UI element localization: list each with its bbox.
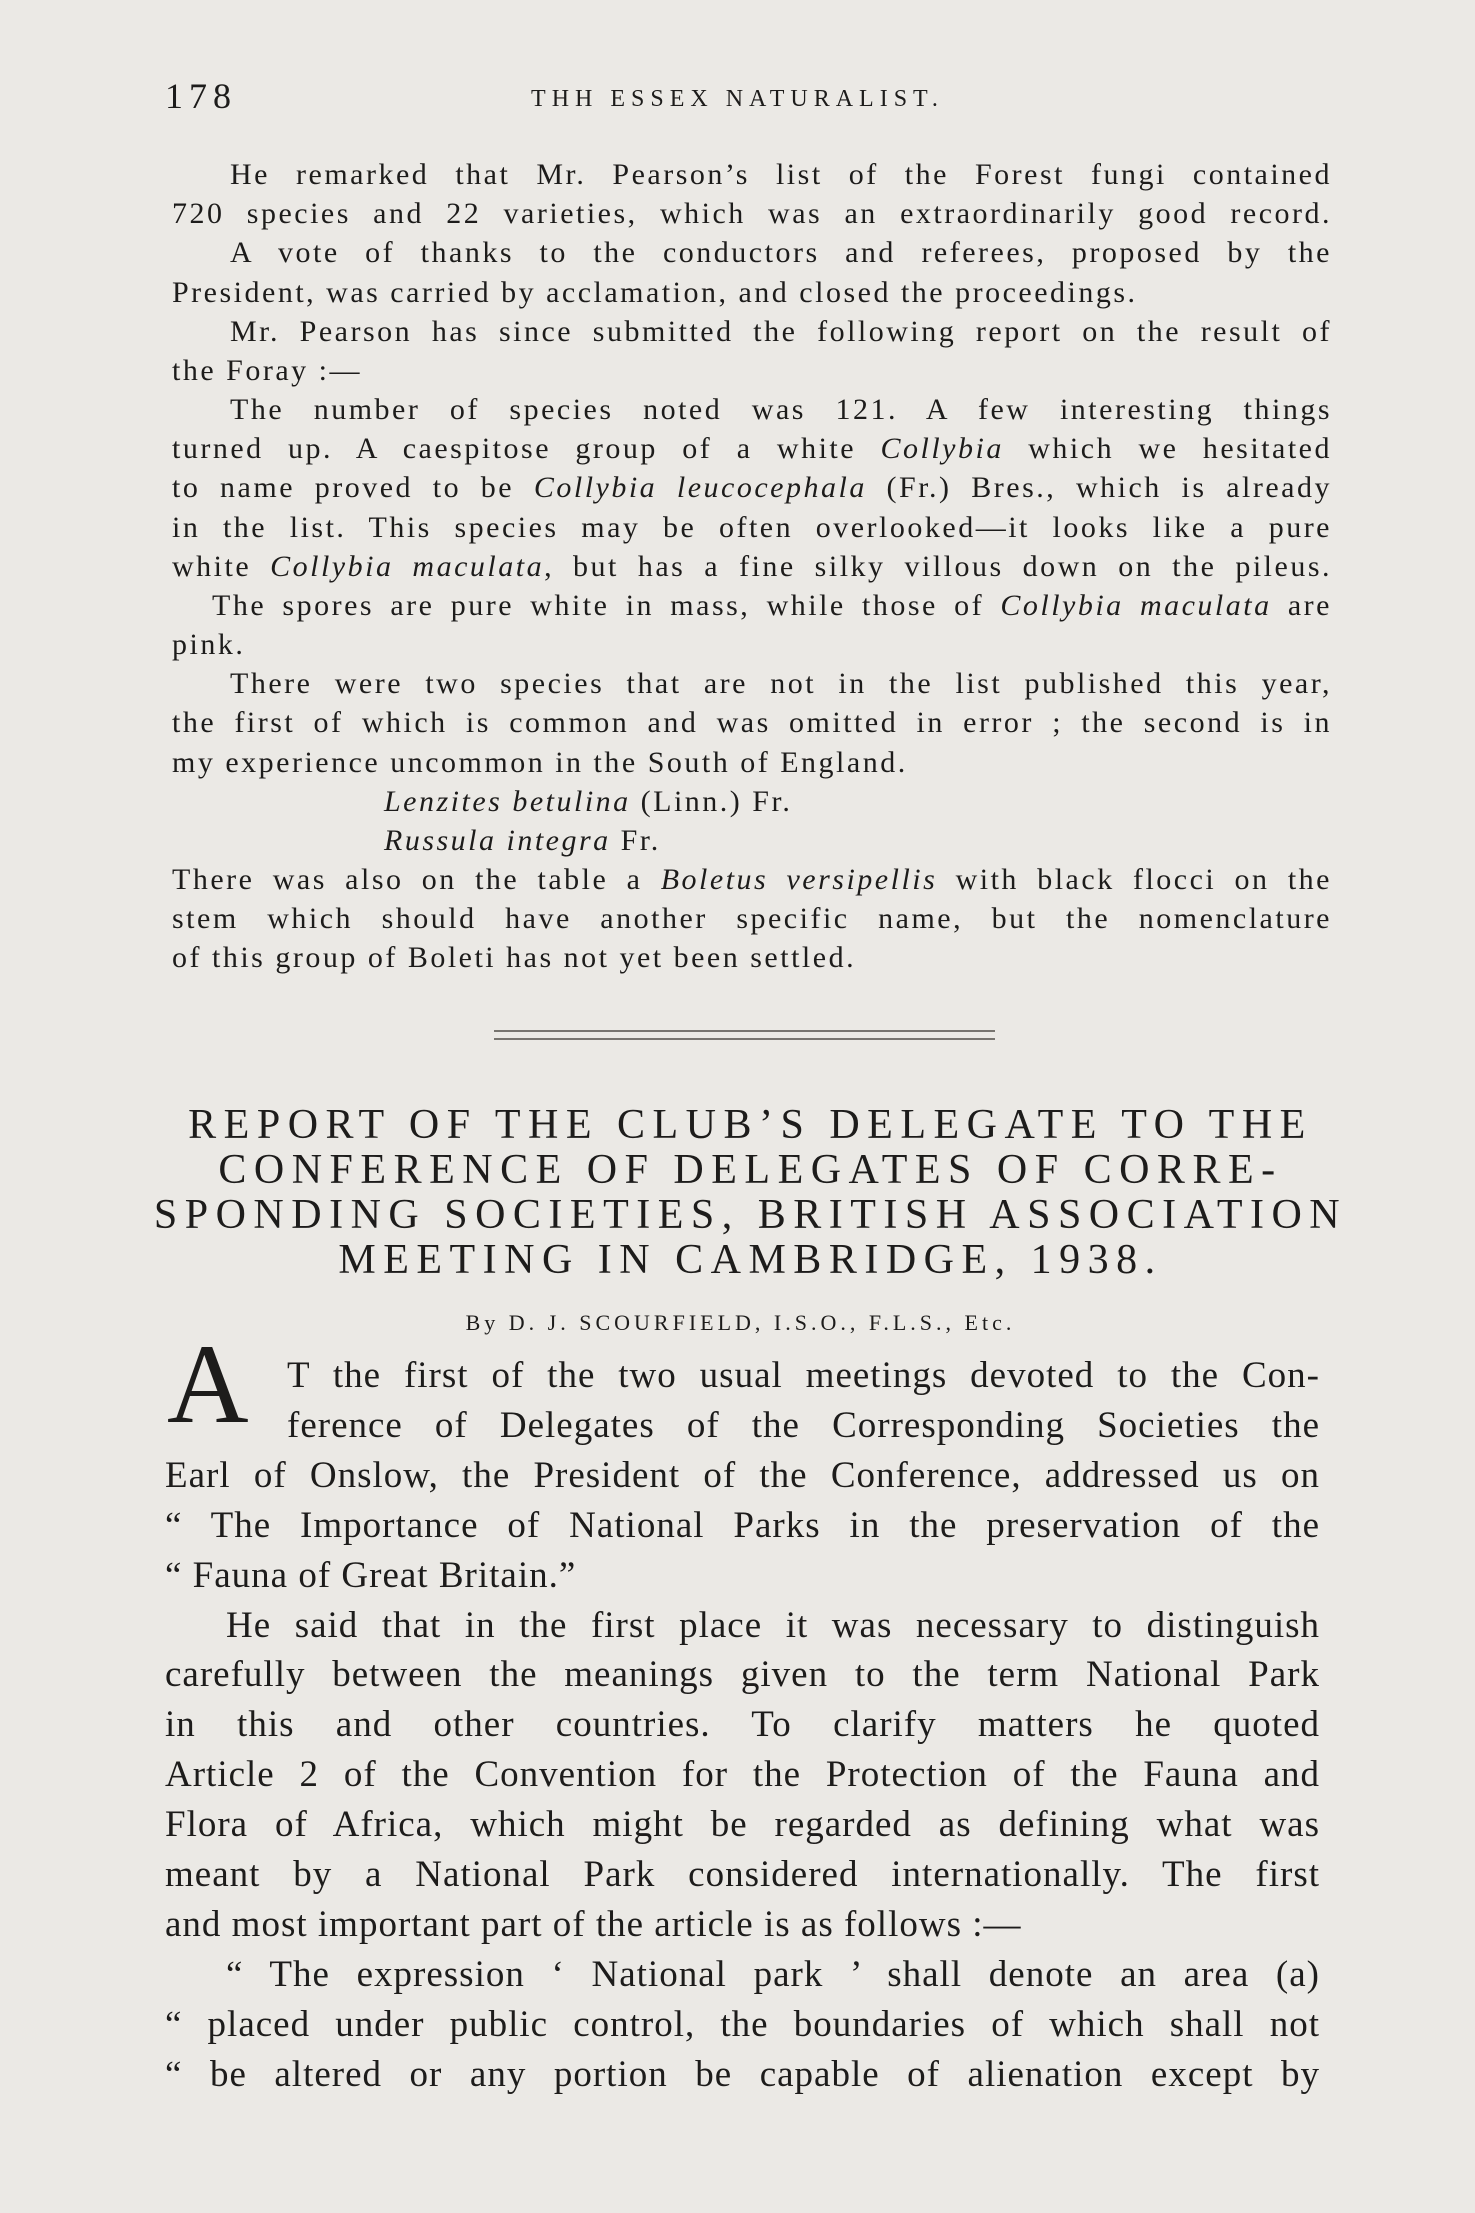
title-line: CONFERENCE OF DELEGATES OF CORRE- [218,1147,1283,1193]
species-name: Lenzites betulina [384,784,631,818]
species-authority: Fr. [610,823,661,857]
text-line: Article 2 of the Convention for the Protection of the Fauna and [165,1754,1320,1796]
text-run: are [1271,588,1332,622]
article-body [165,1351,1320,2100]
text-line: in this and other countries. To clarify matters he quoted [165,1704,1320,1746]
text-run: white [172,549,271,583]
page-number: 178 [165,76,237,116]
text-run: my experience uncommon in the South of England. [172,745,908,779]
text-run: Mr. Pearson has since submitted the following report on the result of [230,314,1332,348]
text-run: , but has a fine silky villous down on the pileus. [544,549,1333,583]
text-run: A vote of thanks to the conductors and referees, proposed by the [230,236,1332,270]
text-line: meant by a National Park considered internationally. The first [165,1854,1320,1896]
text-run: 720 species and 22 varieties, which was an extraordinarily good record. [172,197,1332,231]
species-entry [172,782,1332,821]
article-title [26,1103,1475,1283]
text-line [172,743,1332,782]
text-line [172,625,1332,664]
text-line: “ The Importance of National Parks in the preservation of the [165,1504,1320,1546]
species-name: Russula integra [384,823,611,857]
text-line: “ The expression ‘ National park ’ shall denote an area (a) [226,1953,1320,1995]
species-entry [172,821,1332,860]
species-name: Collybia [880,432,1004,466]
text-run: stem which should have another specific name, but the nomenclature [172,902,1332,936]
text-run: the Foray :— [172,353,362,387]
text-line: “ placed under public control, the boundaries of which shall not [165,2003,1320,2045]
text-line: He said that in the first place it was necessary to distinguish [226,1604,1320,1646]
text-line: Flora of Africa, which might be regarded as defining what was [165,1804,1320,1846]
text-line [172,194,1332,233]
text-line [172,390,1332,429]
text-line [172,547,1332,586]
foray-report [172,155,1332,978]
text-line [172,233,1332,272]
species-name: Collybia maculata [270,549,545,583]
text-run: (Fr.) Bres., which is already [866,471,1332,505]
text-run: The number of species noted was 121. A few interesting things [230,393,1332,427]
text-line [172,703,1332,742]
text-line: T the first of the two usual meetings devoted to the Con- [287,1355,1320,1396]
text-line: Earl of Onslow, the President of the Conference, addressed us on [165,1454,1320,1496]
byline: By D. J. SCOURFIELD, I.S.O., F.L.S., Etc. [465,1310,1016,1335]
text-line [172,429,1332,468]
text-run: to name proved to be [172,471,534,505]
species-name: Collybia maculata [1000,588,1272,622]
text-run: turned up. A caespitose group of a white [172,432,881,466]
text-run: There was also on the table a [172,863,661,897]
text-run: He remarked that Mr. Pearson’s list of the Forest fungi contained [230,158,1332,191]
text-line: ference of Delegates of the Corresponding Societies the [287,1404,1320,1446]
text-line [172,508,1332,547]
text-run: in the list. This species may be often overlooked—it looks like a pure [172,510,1332,544]
drop-cap: A [167,1322,249,1447]
text-line [172,468,1332,507]
text-line [172,664,1332,703]
text-line [172,273,1332,312]
title-line: REPORT OF THE CLUB’S DELEGATE TO THE [188,1102,1313,1148]
text-run: which we hesitated [1003,432,1332,466]
text-line [172,312,1332,351]
species-authority: (Linn.) Fr. [630,784,793,818]
text-line [172,586,1332,625]
text-line: “ be altered or any portion be capable of alienation except by [165,2053,1320,2095]
running-title: THH ESSEX NATURALIST. [531,86,944,112]
text-run: There were two species that are not in the list published this year, [230,667,1332,701]
species-name: Collybia leucocephala [533,471,867,505]
species-name: Boletus versipellis [660,863,938,897]
text-line [172,860,1332,899]
text-run: with black flocci on the [937,863,1332,897]
section-divider [494,1030,995,1040]
text-line: and most important part of the article is as follows :— [165,1903,1022,1945]
text-run: of this group of Boleti has not yet been settled. [172,941,857,975]
title-line: MEETING IN CAMBRIDGE, 1938. [338,1237,1163,1283]
text-line: carefully between the meanings given to the term National Park [165,1654,1320,1696]
text-run: The spores are pure white in mass, while those of [212,588,1001,622]
text-line [172,351,1332,390]
title-line: SPONDING SOCIETIES, BRITISH ASSOCIATION [153,1192,1348,1238]
text-run: President, was carried by acclamation, and closed the proceedings. [172,275,1138,309]
text-line [172,938,1332,977]
text-line: “ Fauna of Great Britain.” [165,1554,577,1596]
text-run: pink. [172,628,246,662]
text-line [172,899,1332,938]
text-run: the first of which is common and was omitted in error ; the second is in [172,706,1332,740]
text-line [172,155,1332,194]
